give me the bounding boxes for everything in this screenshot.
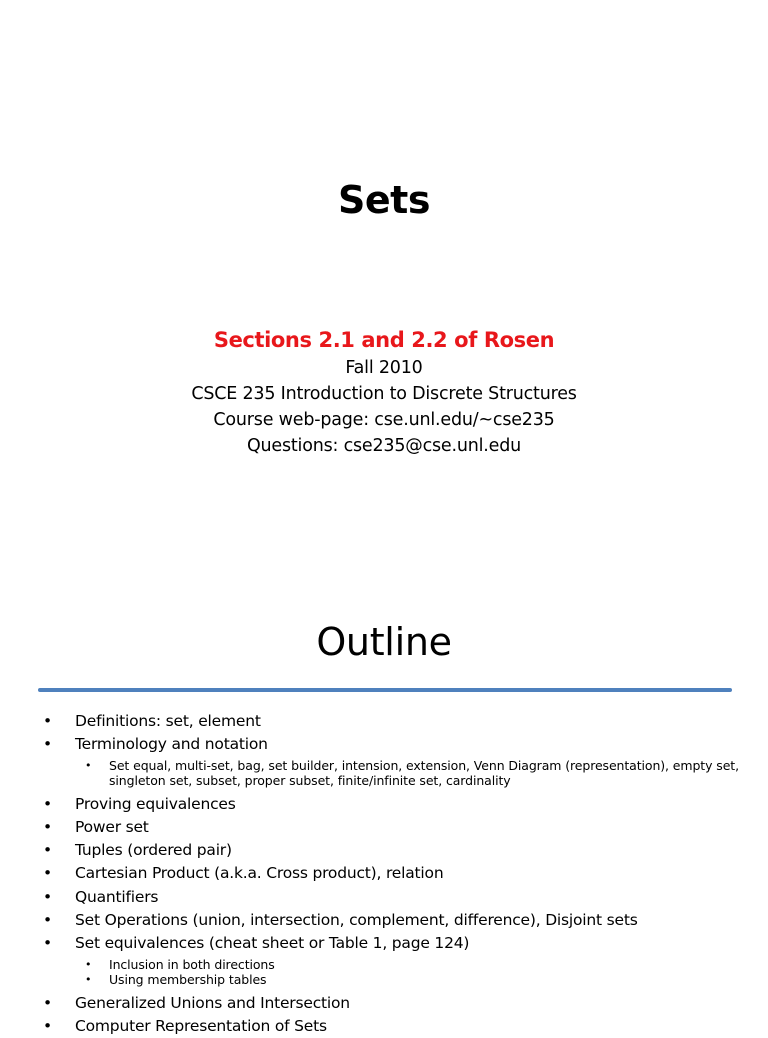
bullet-icon: • <box>43 911 52 930</box>
sub-list-item: • Inclusion in both directions <box>85 956 275 972</box>
bullet-icon: • <box>43 993 52 1012</box>
bullet-icon: • <box>43 817 52 836</box>
slide-title: Sets <box>338 178 430 222</box>
sub-list <box>0 956 768 992</box>
list-item: • Set Operations (union, intersection, complement, difference), Disjoint sets <box>0 909 768 932</box>
sub-list <box>0 757 768 793</box>
term-line: Fall 2010 <box>345 358 423 378</box>
bullet-icon: • <box>43 735 52 754</box>
bullet-icon: • <box>85 758 92 772</box>
bullet-icon: • <box>43 1016 52 1035</box>
outline-title: Outline <box>316 620 452 664</box>
bullet-icon: • <box>43 841 52 860</box>
bullet-icon: • <box>43 887 52 906</box>
bullet-icon: • <box>43 864 52 883</box>
list-item: • Terminology and notation <box>0 733 768 756</box>
title-divider <box>38 688 732 692</box>
list-item: • Computer Representation of Sets <box>0 1015 768 1038</box>
list-item: • Proving equivalences <box>0 793 768 816</box>
sub-list-item: • Set equal, multi-set, bag, set builder, intension, extension, Venn Diagram (representation), empty set, singleton set, subset, proper subset, finite/infinite set, cardinality <box>85 757 739 789</box>
course-line: CSCE 235 Introduction to Discrete Structures <box>191 384 577 404</box>
list-item: • Definitions: set, element <box>0 710 768 733</box>
bullet-icon: • <box>85 957 92 971</box>
list-item: • Power set <box>0 816 768 839</box>
list-item: • Cartesian Product (a.k.a. Cross product), relation <box>0 862 768 885</box>
bullet-icon: • <box>43 794 52 813</box>
sections-heading: Sections 2.1 and 2.2 of Rosen <box>213 328 555 352</box>
subtitle-block <box>0 325 768 459</box>
outline-slide <box>0 600 768 1035</box>
sub-list-item: • Using membership tables <box>85 972 267 988</box>
webpage-line: Course web-page: cse.unl.edu/~cse235 <box>213 410 555 430</box>
bullet-icon: • <box>85 973 92 987</box>
questions-line: Questions: cse235@cse.unl.edu <box>246 436 522 456</box>
list-item: • Tuples (ordered pair) <box>0 839 768 862</box>
list-item: • Quantifiers <box>0 886 768 909</box>
outline-list <box>0 710 768 1038</box>
list-item: • Generalized Unions and Intersection <box>0 992 768 1015</box>
bullet-icon: • <box>43 712 52 730</box>
list-item: • Set equivalences (cheat sheet or Table 1, page 124) <box>0 932 768 955</box>
bullet-icon: • <box>43 934 52 953</box>
